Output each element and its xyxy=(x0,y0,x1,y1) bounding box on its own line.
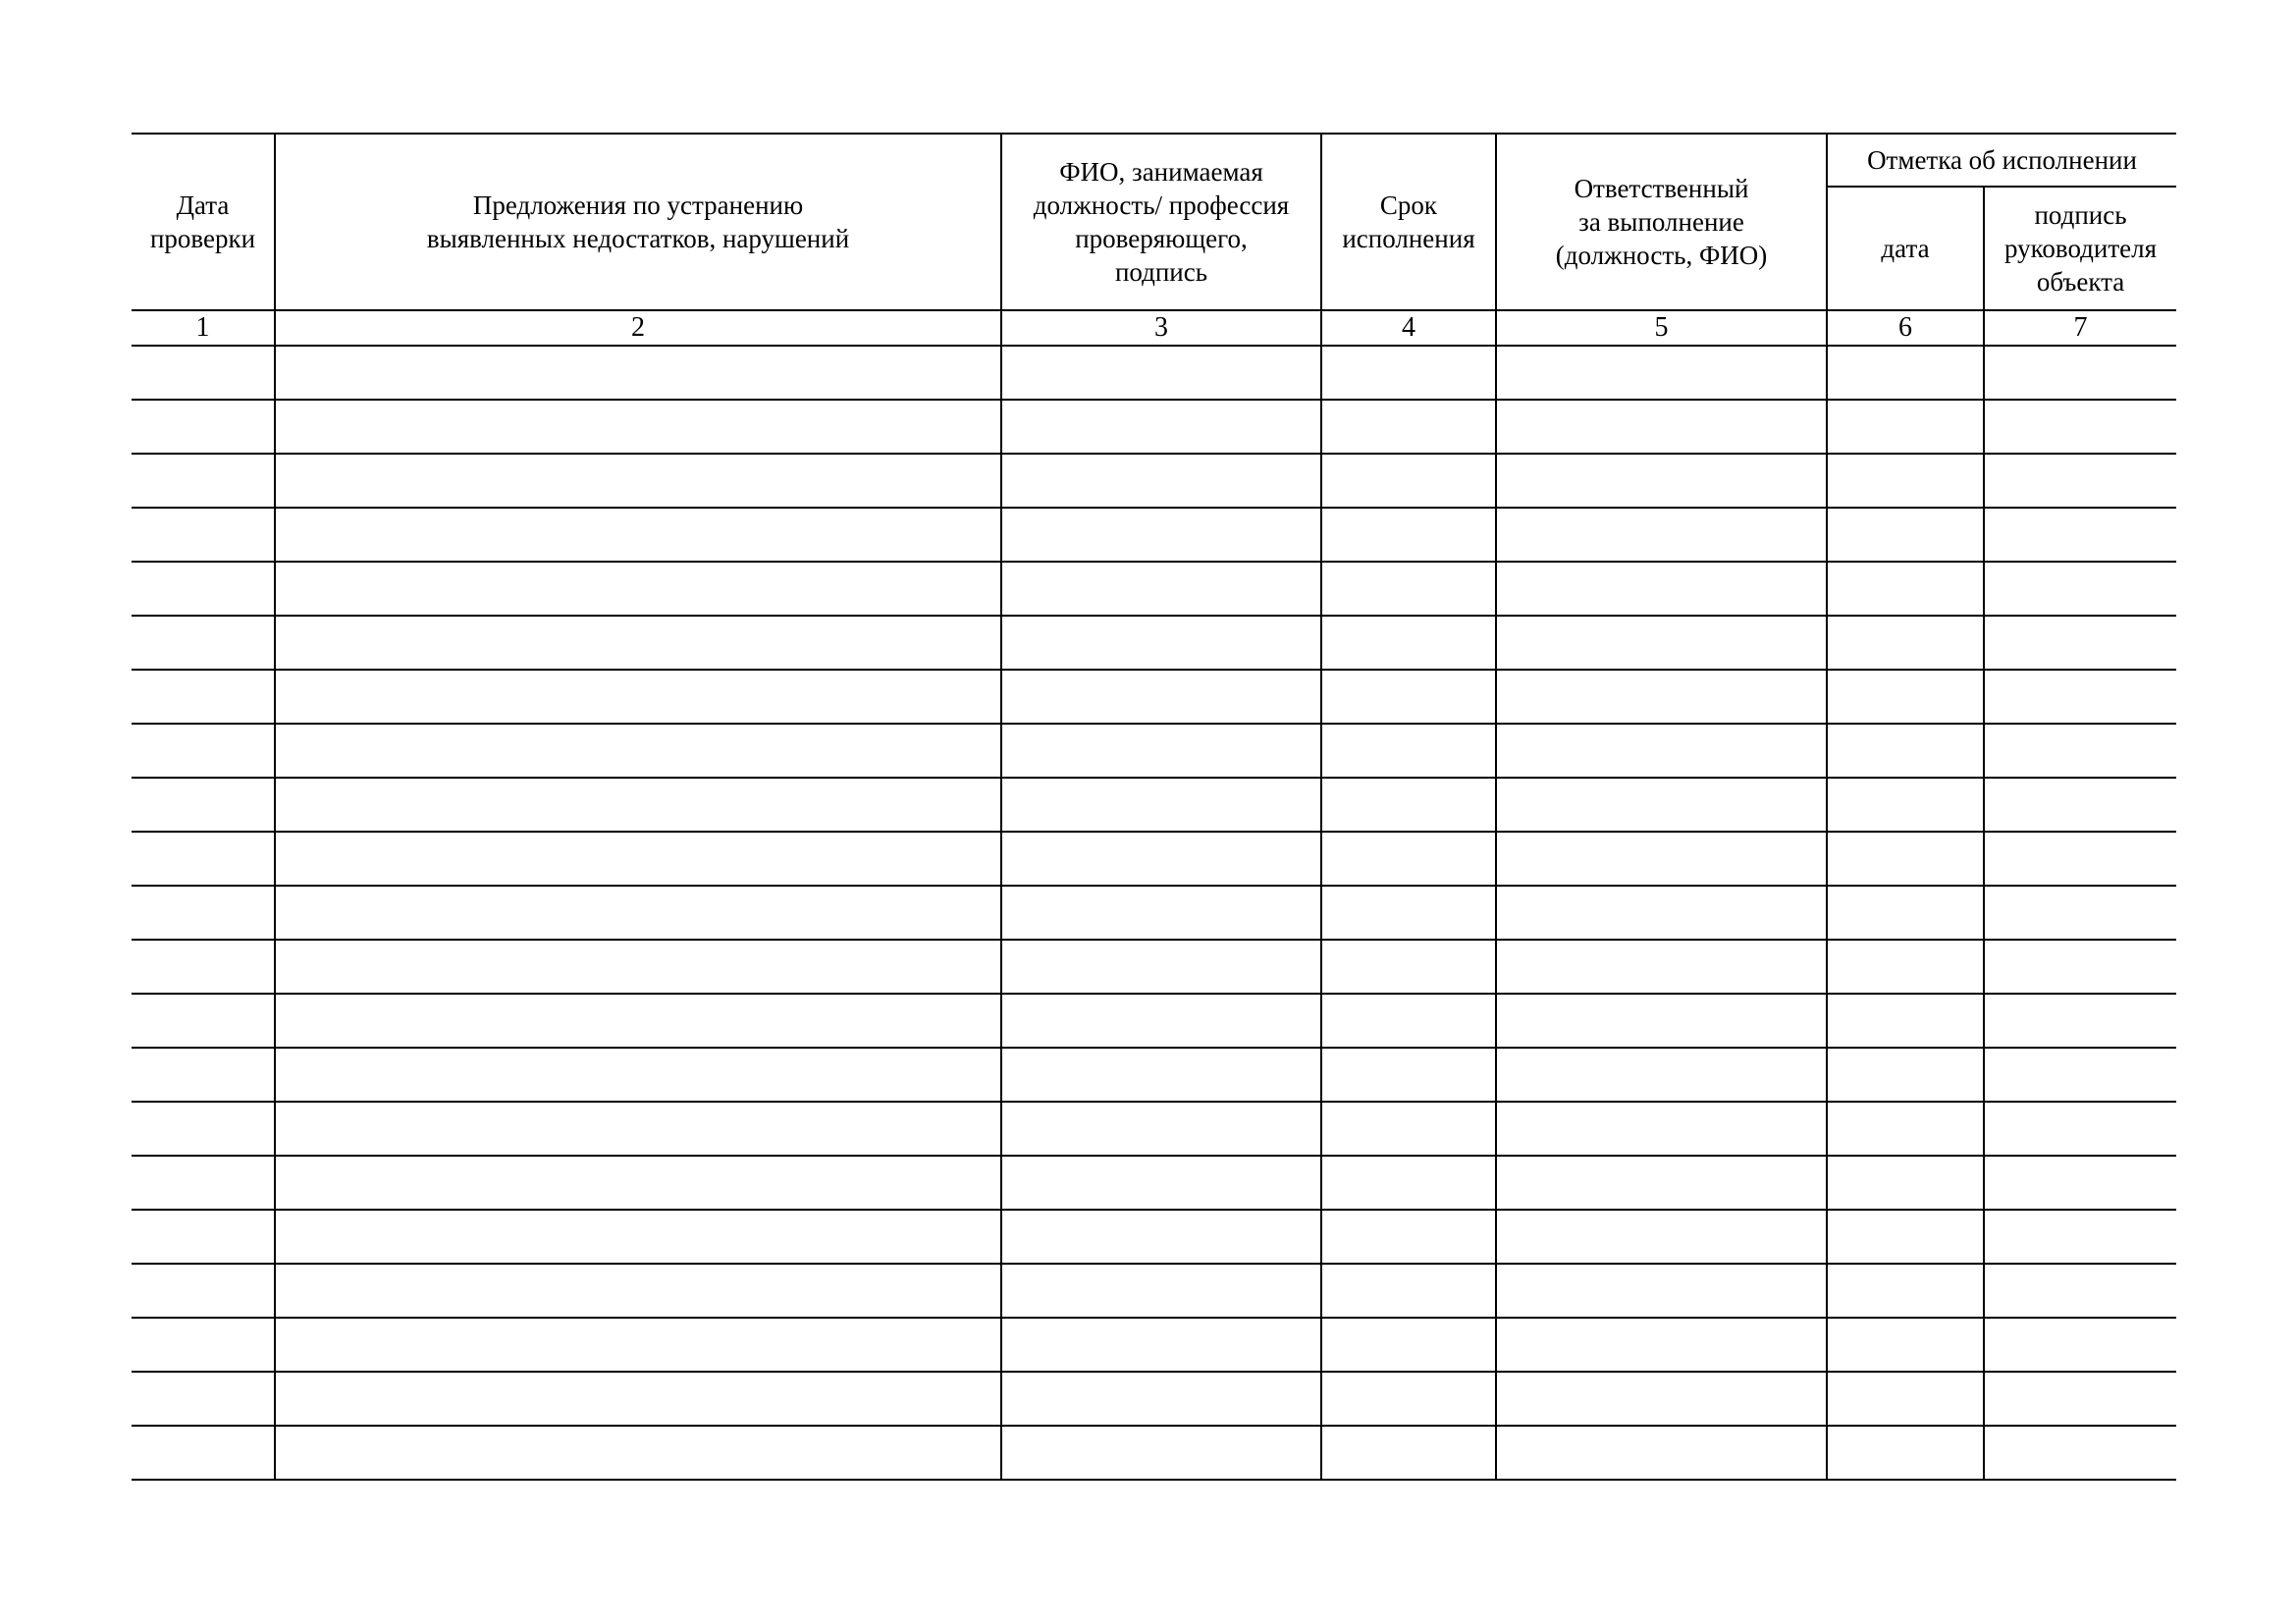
table-cell xyxy=(1321,1372,1496,1426)
table-cell xyxy=(1321,832,1496,886)
table-cell xyxy=(1827,1318,1984,1372)
table-cell xyxy=(1001,940,1321,994)
table-cell xyxy=(1827,1210,1984,1264)
table-cell xyxy=(1321,508,1496,562)
header-label: Дата проверки xyxy=(149,190,256,253)
column-number: 1 xyxy=(132,310,275,346)
table-cell xyxy=(1321,886,1496,940)
table-row xyxy=(132,1156,2176,1210)
column-number: 2 xyxy=(275,310,1001,346)
table-cell xyxy=(1827,1156,1984,1210)
table-row xyxy=(132,1048,2176,1102)
table-cell xyxy=(1001,1156,1321,1210)
table-cell xyxy=(1001,1426,1321,1480)
table-cell xyxy=(1827,400,1984,454)
table-cell xyxy=(275,562,1001,616)
table-cell xyxy=(132,670,275,724)
table-cell xyxy=(1984,1264,2176,1318)
table-cell xyxy=(1321,724,1496,778)
table-cell xyxy=(132,346,275,400)
table-cell xyxy=(132,1156,275,1210)
header-label: Срок исполнения xyxy=(1342,190,1475,253)
header-execution-mark xyxy=(1827,134,2176,187)
header-responsible xyxy=(1496,134,1827,310)
table-cell xyxy=(1496,886,1827,940)
table-cell xyxy=(1984,1372,2176,1426)
table-row xyxy=(132,562,2176,616)
table-cell xyxy=(1984,400,2176,454)
table-cell xyxy=(132,724,275,778)
table-row xyxy=(132,1318,2176,1372)
table-cell xyxy=(132,1048,275,1102)
table-cell xyxy=(1001,1102,1321,1156)
header-label: подпись руководителя объекта xyxy=(2003,200,2158,297)
table-cell xyxy=(1001,778,1321,832)
table-cell xyxy=(1984,1426,2176,1480)
table-cell xyxy=(1984,670,2176,724)
table-cell xyxy=(1827,994,1984,1048)
table-cell xyxy=(275,1264,1001,1318)
table-cell xyxy=(1496,1264,1827,1318)
table-cell xyxy=(1496,940,1827,994)
table-cell xyxy=(1827,886,1984,940)
table-cell xyxy=(1001,616,1321,670)
table-cell xyxy=(1984,724,2176,778)
table-cell xyxy=(275,346,1001,400)
table-cell xyxy=(275,1210,1001,1264)
table-cell xyxy=(1001,994,1321,1048)
table-cell xyxy=(132,778,275,832)
table-cell xyxy=(275,994,1001,1048)
table-cell xyxy=(132,940,275,994)
table-cell xyxy=(1321,400,1496,454)
table-cell xyxy=(1827,778,1984,832)
table-cell xyxy=(132,454,275,508)
table-row xyxy=(132,1264,2176,1318)
table-cell xyxy=(1321,1048,1496,1102)
table-cell xyxy=(1321,670,1496,724)
table-cell xyxy=(1496,1048,1827,1102)
table-cell xyxy=(1496,778,1827,832)
header-label: Отметка об исполнении xyxy=(1867,145,2137,175)
table-cell xyxy=(1321,1210,1496,1264)
table-cell xyxy=(1001,1264,1321,1318)
table-cell xyxy=(1321,778,1496,832)
table-cell xyxy=(275,1156,1001,1210)
column-number: 3 xyxy=(1001,310,1321,346)
table-cell xyxy=(275,1048,1001,1102)
table-cell xyxy=(1984,346,2176,400)
table-row xyxy=(132,508,2176,562)
table-cell xyxy=(1984,616,2176,670)
table-cell xyxy=(1001,832,1321,886)
table-cell xyxy=(1984,1210,2176,1264)
table-cell xyxy=(1001,670,1321,724)
column-number: 4 xyxy=(1321,310,1496,346)
table-cell xyxy=(1001,562,1321,616)
table-cell xyxy=(132,1372,275,1426)
table-cell xyxy=(1984,778,2176,832)
table-cell xyxy=(275,400,1001,454)
table-cell xyxy=(1321,346,1496,400)
header-manager-signature xyxy=(1984,187,2176,310)
header-label: Ответственный за выполнение (должность, ФИО) xyxy=(1555,174,1768,270)
table-cell xyxy=(1496,1102,1827,1156)
table-row xyxy=(132,1426,2176,1480)
table-cell xyxy=(1496,1372,1827,1426)
table-cell xyxy=(1001,400,1321,454)
column-number: 7 xyxy=(1984,310,2176,346)
table-cell xyxy=(1321,994,1496,1048)
table-cell xyxy=(1001,1210,1321,1264)
table-cell xyxy=(1827,724,1984,778)
table-cell xyxy=(1827,1426,1984,1480)
column-number: 5 xyxy=(1496,310,1827,346)
table-cell xyxy=(132,886,275,940)
table-cell xyxy=(275,508,1001,562)
table-cell xyxy=(1321,562,1496,616)
table-row xyxy=(132,778,2176,832)
table-cell xyxy=(1984,454,2176,508)
table-cell xyxy=(275,1102,1001,1156)
table-cell xyxy=(1827,940,1984,994)
table-cell xyxy=(1001,724,1321,778)
table-cell xyxy=(1321,454,1496,508)
table-row xyxy=(132,454,2176,508)
table-cell xyxy=(275,778,1001,832)
table-cell xyxy=(1001,1372,1321,1426)
table-cell xyxy=(1827,1372,1984,1426)
table-cell xyxy=(132,832,275,886)
table-row xyxy=(132,724,2176,778)
table-cell xyxy=(1496,1318,1827,1372)
table-cell xyxy=(275,724,1001,778)
table-cell xyxy=(1827,1048,1984,1102)
table-cell xyxy=(1984,562,2176,616)
table-row xyxy=(132,400,2176,454)
table-cell xyxy=(132,1318,275,1372)
table-cell xyxy=(1827,616,1984,670)
table-row xyxy=(132,886,2176,940)
table-cell xyxy=(1827,1264,1984,1318)
table-cell xyxy=(132,562,275,616)
table-cell xyxy=(132,400,275,454)
table-cell xyxy=(132,1426,275,1480)
table-cell xyxy=(1984,940,2176,994)
table-row xyxy=(132,670,2176,724)
header-proposals xyxy=(275,134,1001,310)
table-cell xyxy=(1001,1048,1321,1102)
inspection-log-table xyxy=(132,133,2176,1481)
column-number: 6 xyxy=(1827,310,1984,346)
table-cell xyxy=(1321,1102,1496,1156)
table-cell xyxy=(1001,886,1321,940)
table-cell xyxy=(1496,1210,1827,1264)
table-cell xyxy=(1496,454,1827,508)
table-cell xyxy=(1321,1156,1496,1210)
table-cell xyxy=(1321,1426,1496,1480)
table-cell xyxy=(1496,400,1827,454)
table-cell xyxy=(1001,508,1321,562)
header-label: Предложения по устранению выявленных недостатков, нарушений xyxy=(426,190,850,253)
table-cell xyxy=(1001,454,1321,508)
column-numbers-row xyxy=(132,310,2176,346)
table-cell xyxy=(132,1102,275,1156)
table-cell xyxy=(1321,940,1496,994)
table-cell xyxy=(275,1372,1001,1426)
table-cell xyxy=(1496,562,1827,616)
table-cell xyxy=(132,616,275,670)
table-header xyxy=(132,134,2176,346)
table-row xyxy=(132,1210,2176,1264)
table-cell xyxy=(132,508,275,562)
table-row xyxy=(132,1102,2176,1156)
header-row-1 xyxy=(132,134,2176,187)
table-cell xyxy=(1984,886,2176,940)
table-cell xyxy=(1984,1156,2176,1210)
table-cell xyxy=(275,670,1001,724)
header-inspector xyxy=(1001,134,1321,310)
table-cell xyxy=(132,994,275,1048)
table-cell xyxy=(1496,670,1827,724)
table-cell xyxy=(275,940,1001,994)
header-execution-date xyxy=(1827,187,1984,310)
table-row xyxy=(132,346,2176,400)
table-row xyxy=(132,940,2176,994)
header-label: ФИО, занимаемая должность/ профессия проверяющего, подпись xyxy=(1033,157,1290,287)
table-cell xyxy=(1827,1102,1984,1156)
table-cell xyxy=(1496,832,1827,886)
header-inspection-date xyxy=(132,134,275,310)
table-row xyxy=(132,994,2176,1048)
table-cell xyxy=(1321,1318,1496,1372)
table-cell xyxy=(1321,616,1496,670)
table-body xyxy=(132,346,2176,1480)
table-row xyxy=(132,832,2176,886)
table-cell xyxy=(1496,616,1827,670)
table-cell xyxy=(1496,1156,1827,1210)
table-cell xyxy=(1321,1264,1496,1318)
table-cell xyxy=(1496,994,1827,1048)
table-cell xyxy=(132,1210,275,1264)
table-cell xyxy=(1001,1318,1321,1372)
table-cell xyxy=(1827,670,1984,724)
table-row xyxy=(132,616,2176,670)
table-cell xyxy=(132,1264,275,1318)
table-cell xyxy=(1827,832,1984,886)
table-cell xyxy=(1984,1102,2176,1156)
table-cell xyxy=(275,454,1001,508)
table-cell xyxy=(1827,508,1984,562)
table-cell xyxy=(1496,724,1827,778)
header-label: дата xyxy=(1881,234,1930,263)
table-cell xyxy=(275,1318,1001,1372)
table-cell xyxy=(1984,1318,2176,1372)
table-cell xyxy=(275,886,1001,940)
table-cell xyxy=(1827,454,1984,508)
table-cell xyxy=(1496,346,1827,400)
table-cell xyxy=(1984,832,2176,886)
table-cell xyxy=(1827,346,1984,400)
table-cell xyxy=(1496,508,1827,562)
header-deadline xyxy=(1321,134,1496,310)
table-cell xyxy=(1827,562,1984,616)
table-row xyxy=(132,1372,2176,1426)
table-cell xyxy=(275,1426,1001,1480)
table-cell xyxy=(1984,1048,2176,1102)
table-cell xyxy=(1984,994,2176,1048)
table-cell xyxy=(275,832,1001,886)
table-cell xyxy=(1984,508,2176,562)
table-cell xyxy=(1001,346,1321,400)
table-cell xyxy=(275,616,1001,670)
table-cell xyxy=(1496,1426,1827,1480)
